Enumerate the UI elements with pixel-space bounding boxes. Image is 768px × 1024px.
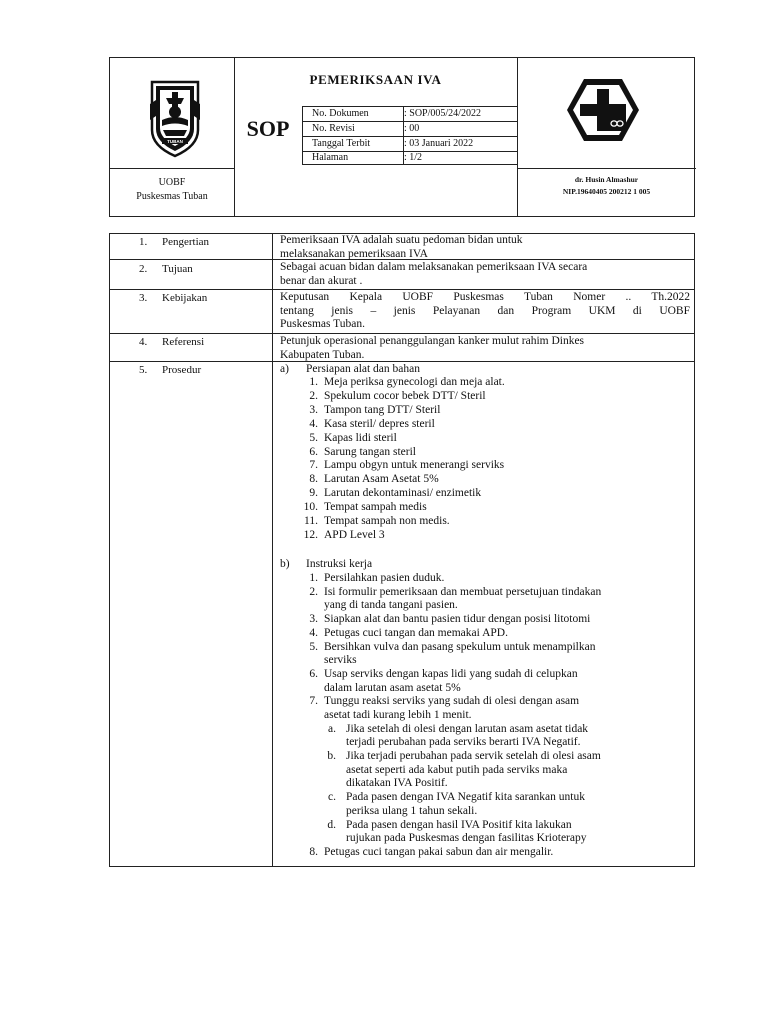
puskesmas-cross-logo-icon bbox=[566, 78, 640, 142]
signer-nip: NIP.19640405 200212 1 005 bbox=[562, 187, 651, 196]
instruction-text bbox=[346, 819, 686, 846]
instruction-number: b. bbox=[327, 750, 336, 763]
content-line: Petunjuk operasional penanggulangan kanker mulut rahim Dinkes bbox=[280, 335, 585, 347]
meta-row bbox=[302, 121, 517, 136]
row-number: 1. bbox=[139, 236, 148, 248]
list-number: 5. bbox=[309, 431, 318, 444]
list-text: Tempat sampah non medis. bbox=[324, 515, 450, 527]
instruction-line: Usap serviks dengan kapas lidi yang sudah di celupkan bbox=[324, 667, 578, 680]
list-text: Spekulum cocor bebek DTT/ Steril bbox=[324, 389, 486, 402]
instruction-number: c. bbox=[328, 791, 336, 804]
instruction-number: d. bbox=[327, 818, 336, 831]
instruction-text bbox=[324, 846, 694, 860]
meta-value: : 00 bbox=[404, 123, 420, 134]
instruction-line: dikatakan IVA Positif. bbox=[346, 777, 448, 790]
list-text: Lampu obgyn untuk menerangi serviks bbox=[324, 459, 505, 472]
instruction-text bbox=[346, 750, 686, 791]
list-text: Tempat sampah medis bbox=[324, 501, 427, 514]
instruction-line: Jika setelah di olesi dengan larutan asam asetat tidak bbox=[346, 722, 589, 735]
row-content-pengertian bbox=[280, 234, 690, 261]
row-title: Prosedur bbox=[162, 364, 202, 376]
content-line: benar dan akurat . bbox=[280, 274, 363, 287]
row-title: Referensi bbox=[162, 336, 205, 348]
emblem-caption: TUBAN bbox=[167, 139, 183, 144]
row-content-tujuan bbox=[280, 261, 690, 288]
instruction-line: Petugas cuci tangan pakai sabun dan air mengalir. bbox=[324, 846, 554, 858]
meta-row bbox=[302, 106, 517, 121]
section-marker: a) bbox=[280, 363, 289, 375]
instruction-text bbox=[324, 627, 694, 641]
sop-label: SOP bbox=[246, 116, 290, 141]
instruction-number: 5. bbox=[309, 640, 318, 653]
list-text: Meja periksa gynecologi dan meja alat. bbox=[324, 376, 505, 388]
list-number: 12. bbox=[303, 528, 318, 541]
instruction-number: 6. bbox=[309, 667, 318, 680]
list-number: 8. bbox=[309, 473, 318, 486]
content-line: Keputusan Kepala UOBF Puskesmas Tuban Nomer .. Th.2022 bbox=[280, 291, 690, 303]
instruction-number: a. bbox=[328, 722, 336, 735]
list-number: 4. bbox=[309, 417, 318, 430]
instruction-line: Pada pasen dengan hasil IVA Positif kita lakukan bbox=[346, 818, 572, 831]
list-text: Kasa steril/ depres steril bbox=[324, 417, 435, 430]
sop-header bbox=[109, 57, 695, 217]
content-line: Pemeriksaan IVA adalah suatu pedoman bidan untuk bbox=[280, 234, 523, 246]
instruction-line: asetat tadi kurang lebih 1 menit. bbox=[324, 709, 472, 721]
instruction-text bbox=[346, 723, 686, 750]
list-number: 6. bbox=[309, 445, 318, 458]
instruction-text bbox=[324, 641, 694, 668]
list-number: 3. bbox=[309, 403, 318, 416]
instruction-line: asetat seperti ada kabut putih pada serviks maka bbox=[346, 763, 568, 776]
instruction-text bbox=[324, 586, 694, 613]
instruction-line: Isi formulir pemeriksaan dan membuat persetujuan tindakan bbox=[324, 585, 602, 598]
row-title: Pengertian bbox=[162, 236, 210, 248]
instruction-line: terjadi perubahan pada serviks berarti IVA Negatif. bbox=[346, 736, 581, 749]
meta-key: No. Dokumen bbox=[312, 108, 369, 119]
row-number: 2. bbox=[139, 263, 148, 275]
instruction-line: serviks bbox=[324, 654, 357, 667]
instruction-line: Tunggu reaksi serviks yang sudah di olesi dengan asam bbox=[324, 695, 580, 708]
row-content-kebijakan bbox=[280, 291, 690, 332]
list-number: 11. bbox=[304, 515, 318, 527]
list-number: 1. bbox=[309, 376, 318, 388]
instruction-number: 4. bbox=[309, 626, 318, 639]
instruction-line: Persilahkan pasien duduk. bbox=[324, 572, 445, 584]
list-text: Larutan dekontaminasi/ enzimetik bbox=[324, 487, 482, 500]
instruction-text bbox=[324, 572, 694, 586]
instruction-line: Bersihkan vulva dan pasang spekulum untuk menampilkan bbox=[324, 640, 596, 653]
list-number: 7. bbox=[309, 459, 318, 472]
instruction-line: Siapkan alat dan bantu pasien tidur dengan posisi litotomi bbox=[324, 613, 591, 626]
instruction-text bbox=[346, 791, 686, 818]
content-line: Kabupaten Tuban. bbox=[280, 348, 365, 361]
row-number: 3. bbox=[139, 292, 148, 304]
instruction-line: Jika terjadi perubahan pada servik setelah di olesi asam bbox=[346, 750, 601, 763]
document-title: PEMERIKSAAN IVA bbox=[309, 72, 442, 87]
instruction-number: 7. bbox=[309, 695, 318, 708]
list-number: 2. bbox=[309, 389, 318, 402]
list-text: Tampon tang DTT/ Steril bbox=[324, 403, 441, 416]
instruction-line: dalam larutan asam asetat 5% bbox=[324, 681, 461, 694]
meta-value: : 03 Januari 2022 bbox=[404, 138, 474, 149]
organization-name bbox=[110, 176, 234, 204]
instruction-line: rujukan pada Puskesmas dengan fasilitas Krioterapy bbox=[346, 832, 587, 845]
meta-value: : 1/2 bbox=[404, 152, 423, 163]
meta-key: Tanggal Terbit bbox=[312, 138, 371, 149]
list-text: APD Level 3 bbox=[324, 528, 385, 541]
meta-value: : SOP/005/24/2022 bbox=[404, 108, 481, 119]
signer-name: dr. Husin Almashur bbox=[574, 175, 639, 184]
instruction-text bbox=[324, 668, 694, 695]
row-title: Kebijakan bbox=[162, 292, 208, 304]
instruction-line: Pada pasen dengan IVA Negatif kita sarankan untuk bbox=[346, 791, 585, 804]
list-text: Kapas lidi steril bbox=[324, 431, 397, 444]
row-title: Tujuan bbox=[162, 263, 193, 275]
instruction-number: 2. bbox=[309, 585, 318, 598]
list-number: 10. bbox=[303, 501, 318, 514]
kabupaten-tuban-emblem-icon bbox=[148, 76, 202, 160]
section-marker: b) bbox=[280, 558, 290, 570]
signer-block bbox=[517, 174, 696, 198]
content-line: Sebagai acuan bidan dalam melaksanakan pemeriksaan IVA secara bbox=[280, 261, 588, 273]
row-number: 5. bbox=[139, 364, 148, 376]
instruction-number: 1. bbox=[309, 572, 318, 584]
meta-key: No. Revisi bbox=[312, 123, 355, 134]
instruction-line: Petugas cuci tangan dan memakai APD. bbox=[324, 626, 508, 639]
list-text: Larutan Asam Asetat 5% bbox=[324, 473, 439, 486]
content-line: tentang jenis – jenis Pelayanan dan Program UKM di UOBF bbox=[280, 304, 690, 317]
row-content-referensi bbox=[280, 335, 690, 362]
list-text: Sarung tangan steril bbox=[324, 445, 416, 458]
meta-row bbox=[302, 150, 517, 165]
instruction-text bbox=[324, 613, 694, 627]
instruction-text bbox=[324, 695, 694, 722]
row-number: 4. bbox=[139, 336, 148, 348]
meta-key: Halaman bbox=[312, 152, 349, 163]
org-line-2: Puskesmas Tuban bbox=[136, 191, 208, 202]
content-line: melaksanakan pemeriksaan IVA bbox=[280, 247, 428, 260]
section-title: Instruksi kerja bbox=[306, 558, 373, 570]
meta-row bbox=[302, 136, 517, 151]
org-line-1: UOBF bbox=[158, 177, 186, 188]
instruction-number: 8. bbox=[309, 846, 318, 858]
sop-content-table bbox=[109, 233, 695, 867]
instruction-line: yang di tanda tangani pasien. bbox=[324, 599, 458, 612]
content-line: Puskesmas Tuban. bbox=[280, 318, 365, 330]
instruction-number: 3. bbox=[309, 613, 318, 626]
instruction-line: periksa ulang 1 tahun sekali. bbox=[346, 804, 478, 817]
list-number: 9. bbox=[309, 487, 318, 500]
section-title: Persiapan alat dan bahan bbox=[306, 363, 420, 375]
